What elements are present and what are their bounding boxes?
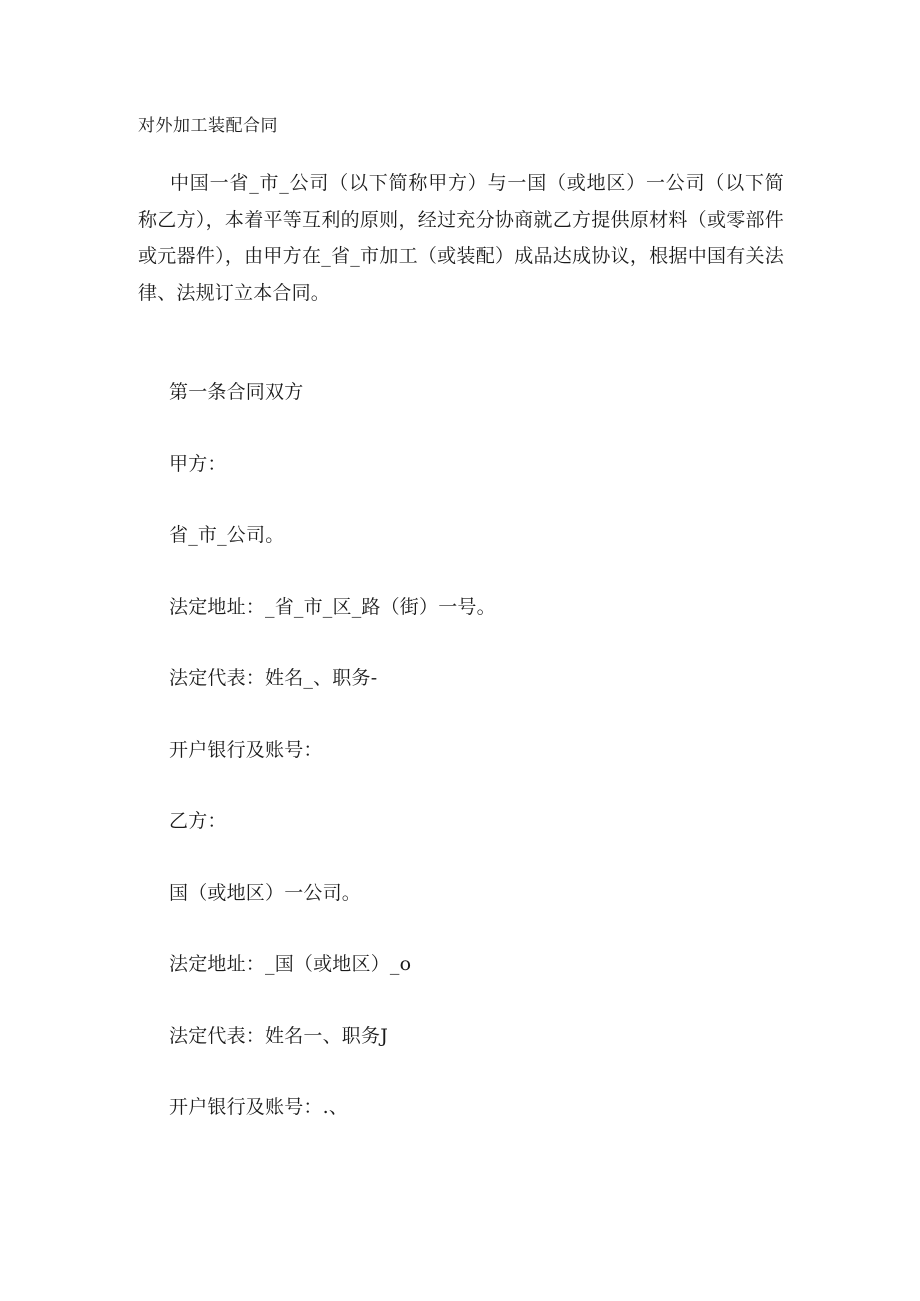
party-a-address: 法定地址：_省_市_区_路（街）一号。 xyxy=(169,596,496,618)
party-b-label: 乙方： xyxy=(169,810,227,832)
party-b-bank-account: 开户银行及账号：.、 xyxy=(169,1096,349,1118)
party-b-company: 国（或地区）一公司。 xyxy=(169,882,362,904)
party-b-address: 法定地址：_国（或地区）_o xyxy=(169,953,412,975)
article-1-heading: 第一条合同双方 xyxy=(169,381,304,403)
party-a-label: 甲方： xyxy=(169,453,227,475)
document-title: 对外加工装配合同 xyxy=(138,116,278,136)
party-a-bank-account: 开户银行及账号： xyxy=(169,739,323,761)
party-a-representative: 法定代表：姓名_、职务- xyxy=(169,667,378,689)
intro-paragraph: 中国一省_市_公司（以下简称甲方）与一国（或地区）一公司（以下简称乙方），本着平等互利的原则，经过充分协商就乙方提供原材料（或零部件或元器件），由甲方在_省_市加工（或装配）成品达成协议，根据中国有关法律、法规订立本合同。 xyxy=(138,172,784,304)
party-b-representative: 法定代表：姓名一、职务J xyxy=(169,1025,389,1047)
party-a-company: 省_市_公司。 xyxy=(169,524,285,546)
